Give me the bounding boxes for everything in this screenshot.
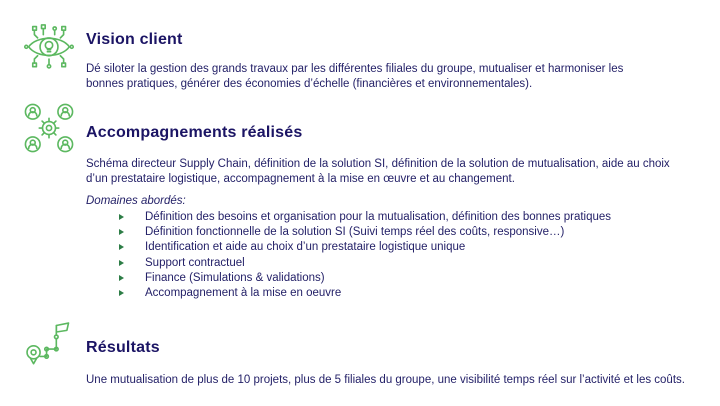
section-title-vision: Vision client <box>86 31 183 48</box>
section-body-vision: Dé siloter la gestion des grands travaux par les différentes filiales du groupe, mutualiser et harmoniser les bonnes pratiques, générer des économies d’échelle (financières et environnementales). <box>86 63 624 90</box>
list-item <box>119 271 611 286</box>
bullet-triangle-icon <box>119 275 124 281</box>
bullet-triangle-icon <box>119 229 124 235</box>
list-item-text: Définition fonctionnelle de la solution SI (Suivi temps réel des coûts, responsive…) <box>145 226 565 239</box>
section-title-resultats: Résultats <box>86 339 160 356</box>
bullet-triangle-icon <box>119 260 124 266</box>
bullet-triangle-icon <box>119 290 124 296</box>
list-item-text: Support contractuel <box>145 256 245 269</box>
eye-bulb-circuit-icon <box>23 20 75 72</box>
list-item <box>119 225 611 240</box>
list-item <box>119 210 611 225</box>
section-title-accompagnements: Accompagnements réalisés <box>86 124 303 141</box>
list-item <box>119 286 611 301</box>
list-item-text: Identification et aide au choix d’un prestataire logistique unique <box>145 241 466 254</box>
list-item-text: Accompagnement à la mise en oeuvre <box>145 287 342 300</box>
domains-list <box>119 210 611 301</box>
section-body-resultats: Une mutualisation de plus de 10 projets, plus de 5 filiales du groupe, une visibilité temps réel sur l’activité et les coûts. <box>86 374 685 386</box>
gear-team-network-icon <box>23 102 75 154</box>
list-item-text: Définition des besoins et organisation pour la mutualisation, définition des bonnes pratiques <box>145 211 612 223</box>
bullet-triangle-icon <box>119 214 124 220</box>
milestone-pin-flag-icon <box>23 319 75 371</box>
section-body-accompagnements: Schéma directeur Supply Chain, définition de la solution SI, définition de la solution de mutualisation, aide au choix d’un prestataire logistique, accompagnement à la mise en œuvre et au changement. <box>86 158 670 185</box>
list-item <box>119 240 611 255</box>
list-item-text: Finance (Simulations & validations) <box>145 271 325 284</box>
list-item <box>119 256 611 271</box>
bullet-triangle-icon <box>119 244 124 250</box>
domains-intro: Domaines abordés: <box>86 195 186 207</box>
